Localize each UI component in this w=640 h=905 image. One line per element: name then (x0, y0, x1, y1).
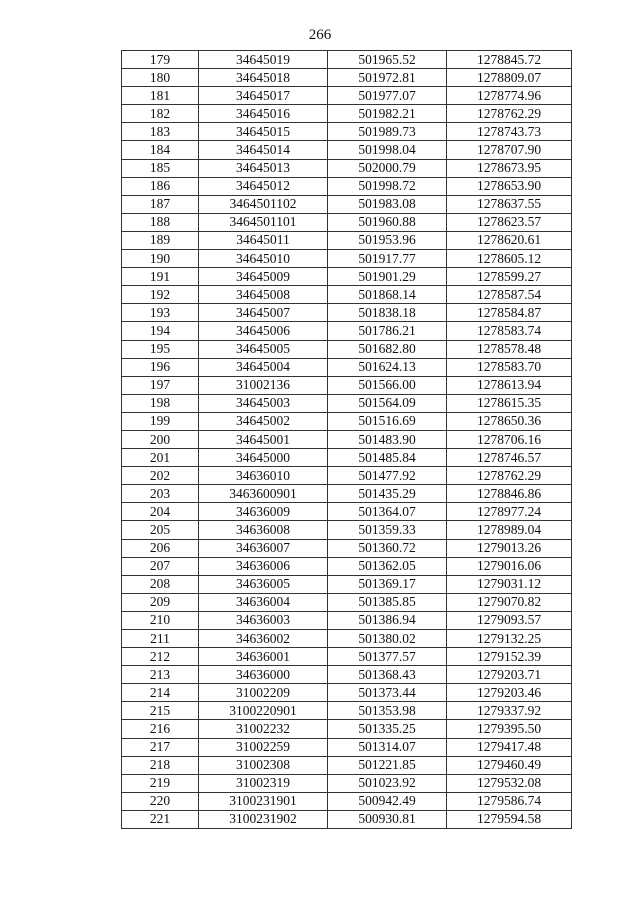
point-id-cell: 34645007 (199, 304, 328, 322)
x-coordinate-cell: 501483.90 (328, 430, 447, 448)
point-id-cell: 34645016 (199, 105, 328, 123)
point-number-cell: 193 (122, 304, 199, 322)
x-coordinate-cell: 501360.72 (328, 539, 447, 557)
x-coordinate-cell: 501435.29 (328, 485, 447, 503)
table-row (122, 250, 572, 268)
point-id-cell: 31002209 (199, 684, 328, 702)
point-id-cell: 34645006 (199, 322, 328, 340)
x-coordinate-cell: 501477.92 (328, 467, 447, 485)
table-row (122, 340, 572, 358)
x-coordinate-cell: 501960.88 (328, 213, 447, 231)
point-number-cell: 208 (122, 575, 199, 593)
y-coordinate-cell: 1278623.57 (447, 213, 572, 231)
coordinates-table (121, 50, 572, 829)
point-id-cell: 34645012 (199, 177, 328, 195)
point-number-cell: 219 (122, 774, 199, 792)
point-id-cell: 34645000 (199, 449, 328, 467)
point-id-cell: 34645008 (199, 286, 328, 304)
x-coordinate-cell: 501485.84 (328, 449, 447, 467)
table-row (122, 213, 572, 231)
point-id-cell: 34636005 (199, 575, 328, 593)
point-id-cell: 34636000 (199, 666, 328, 684)
table-row (122, 810, 572, 828)
y-coordinate-cell: 1279460.49 (447, 756, 572, 774)
x-coordinate-cell: 501965.52 (328, 51, 447, 69)
point-id-cell: 34645017 (199, 87, 328, 105)
table-row (122, 720, 572, 738)
point-number-cell: 220 (122, 792, 199, 810)
table-row (122, 557, 572, 575)
point-number-cell: 185 (122, 159, 199, 177)
table-row (122, 105, 572, 123)
table-row (122, 231, 572, 249)
y-coordinate-cell: 1278620.61 (447, 231, 572, 249)
point-id-cell: 31002259 (199, 738, 328, 756)
x-coordinate-cell: 501972.81 (328, 69, 447, 87)
x-coordinate-cell: 501359.33 (328, 521, 447, 539)
point-number-cell: 196 (122, 358, 199, 376)
table-row (122, 449, 572, 467)
x-coordinate-cell: 501023.92 (328, 774, 447, 792)
x-coordinate-cell: 501564.09 (328, 394, 447, 412)
point-number-cell: 200 (122, 430, 199, 448)
table-row (122, 648, 572, 666)
y-coordinate-cell: 1278746.57 (447, 449, 572, 467)
y-coordinate-cell: 1278989.04 (447, 521, 572, 539)
x-coordinate-cell: 500930.81 (328, 810, 447, 828)
y-coordinate-cell: 1278583.74 (447, 322, 572, 340)
table-row (122, 376, 572, 394)
coordinates-table-body (122, 51, 572, 829)
table-row (122, 322, 572, 340)
point-number-cell: 187 (122, 195, 199, 213)
table-row (122, 539, 572, 557)
point-id-cell: 34645003 (199, 394, 328, 412)
x-coordinate-cell: 501917.77 (328, 250, 447, 268)
table-row (122, 611, 572, 629)
table-row (122, 430, 572, 448)
point-id-cell: 34645011 (199, 231, 328, 249)
x-coordinate-cell: 502000.79 (328, 159, 447, 177)
table-row (122, 503, 572, 521)
y-coordinate-cell: 1278653.90 (447, 177, 572, 195)
point-id-cell: 31002232 (199, 720, 328, 738)
point-number-cell: 211 (122, 630, 199, 648)
point-id-cell: 34645019 (199, 51, 328, 69)
y-coordinate-cell: 1278584.87 (447, 304, 572, 322)
table-row (122, 123, 572, 141)
table-row (122, 666, 572, 684)
page-number: 266 (308, 27, 332, 43)
point-id-cell: 34636007 (199, 539, 328, 557)
point-id-cell: 31002308 (199, 756, 328, 774)
point-number-cell: 203 (122, 485, 199, 503)
x-coordinate-cell: 501368.43 (328, 666, 447, 684)
table-row (122, 575, 572, 593)
table-row (122, 358, 572, 376)
x-coordinate-cell: 501516.69 (328, 412, 447, 430)
table-row (122, 304, 572, 322)
x-coordinate-cell: 501868.14 (328, 286, 447, 304)
y-coordinate-cell: 1279586.74 (447, 792, 572, 810)
x-coordinate-cell: 501335.25 (328, 720, 447, 738)
table-row (122, 593, 572, 611)
point-id-cell: 3100220901 (199, 702, 328, 720)
x-coordinate-cell: 501377.57 (328, 648, 447, 666)
point-id-cell: 34645001 (199, 430, 328, 448)
table-row (122, 159, 572, 177)
y-coordinate-cell: 1278578.48 (447, 340, 572, 358)
y-coordinate-cell: 1279203.71 (447, 666, 572, 684)
point-number-cell: 204 (122, 503, 199, 521)
point-id-cell: 34645004 (199, 358, 328, 376)
x-coordinate-cell: 501314.07 (328, 738, 447, 756)
point-id-cell: 34645005 (199, 340, 328, 358)
y-coordinate-cell: 1279016.06 (447, 557, 572, 575)
table-row (122, 467, 572, 485)
point-number-cell: 214 (122, 684, 199, 702)
x-coordinate-cell: 501380.02 (328, 630, 447, 648)
point-id-cell: 34636002 (199, 630, 328, 648)
x-coordinate-cell: 501786.21 (328, 322, 447, 340)
table-row (122, 684, 572, 702)
x-coordinate-cell: 501901.29 (328, 268, 447, 286)
table-row (122, 630, 572, 648)
point-number-cell: 209 (122, 593, 199, 611)
point-number-cell: 217 (122, 738, 199, 756)
table-row (122, 286, 572, 304)
table-row (122, 756, 572, 774)
point-number-cell: 206 (122, 539, 199, 557)
x-coordinate-cell: 501386.94 (328, 611, 447, 629)
y-coordinate-cell: 1278977.24 (447, 503, 572, 521)
x-coordinate-cell: 501982.21 (328, 105, 447, 123)
x-coordinate-cell: 501998.04 (328, 141, 447, 159)
y-coordinate-cell: 1279395.50 (447, 720, 572, 738)
point-number-cell: 186 (122, 177, 199, 195)
point-id-cell: 3464501102 (199, 195, 328, 213)
point-id-cell: 3100231902 (199, 810, 328, 828)
point-number-cell: 194 (122, 322, 199, 340)
point-id-cell: 34636008 (199, 521, 328, 539)
table-row (122, 141, 572, 159)
point-id-cell: 34645010 (199, 250, 328, 268)
y-coordinate-cell: 1279031.12 (447, 575, 572, 593)
x-coordinate-cell: 501983.08 (328, 195, 447, 213)
point-number-cell: 205 (122, 521, 199, 539)
table-row (122, 69, 572, 87)
point-number-cell: 221 (122, 810, 199, 828)
y-coordinate-cell: 1278650.36 (447, 412, 572, 430)
point-id-cell: 31002136 (199, 376, 328, 394)
y-coordinate-cell: 1278587.54 (447, 286, 572, 304)
y-coordinate-cell: 1278583.70 (447, 358, 572, 376)
x-coordinate-cell: 501977.07 (328, 87, 447, 105)
y-coordinate-cell: 1278743.73 (447, 123, 572, 141)
x-coordinate-cell: 501364.07 (328, 503, 447, 521)
table-row (122, 394, 572, 412)
point-number-cell: 216 (122, 720, 199, 738)
y-coordinate-cell: 1278615.35 (447, 394, 572, 412)
x-coordinate-cell: 501369.17 (328, 575, 447, 593)
table-row (122, 485, 572, 503)
point-id-cell: 34645002 (199, 412, 328, 430)
table-row (122, 51, 572, 69)
table-row (122, 195, 572, 213)
y-coordinate-cell: 1279532.08 (447, 774, 572, 792)
point-id-cell: 34645018 (199, 69, 328, 87)
point-number-cell: 195 (122, 340, 199, 358)
point-number-cell: 188 (122, 213, 199, 231)
point-number-cell: 202 (122, 467, 199, 485)
point-id-cell: 34636004 (199, 593, 328, 611)
y-coordinate-cell: 1279152.39 (447, 648, 572, 666)
point-id-cell: 34636003 (199, 611, 328, 629)
table-row (122, 702, 572, 720)
point-number-cell: 199 (122, 412, 199, 430)
x-coordinate-cell: 501998.72 (328, 177, 447, 195)
y-coordinate-cell: 1278707.90 (447, 141, 572, 159)
table-row (122, 774, 572, 792)
y-coordinate-cell: 1278845.72 (447, 51, 572, 69)
table-row (122, 87, 572, 105)
table-row (122, 792, 572, 810)
point-number-cell: 190 (122, 250, 199, 268)
y-coordinate-cell: 1278774.96 (447, 87, 572, 105)
point-id-cell: 34636009 (199, 503, 328, 521)
x-coordinate-cell: 501838.18 (328, 304, 447, 322)
y-coordinate-cell: 1279013.26 (447, 539, 572, 557)
point-id-cell: 34636001 (199, 648, 328, 666)
x-coordinate-cell: 501221.85 (328, 756, 447, 774)
x-coordinate-cell: 501989.73 (328, 123, 447, 141)
y-coordinate-cell: 1278673.95 (447, 159, 572, 177)
point-number-cell: 183 (122, 123, 199, 141)
x-coordinate-cell: 500942.49 (328, 792, 447, 810)
point-number-cell: 182 (122, 105, 199, 123)
point-number-cell: 215 (122, 702, 199, 720)
y-coordinate-cell: 1279203.46 (447, 684, 572, 702)
x-coordinate-cell: 501373.44 (328, 684, 447, 702)
y-coordinate-cell: 1278637.55 (447, 195, 572, 213)
x-coordinate-cell: 501624.13 (328, 358, 447, 376)
point-number-cell: 201 (122, 449, 199, 467)
point-number-cell: 212 (122, 648, 199, 666)
y-coordinate-cell: 1279132.25 (447, 630, 572, 648)
y-coordinate-cell: 1279417.48 (447, 738, 572, 756)
y-coordinate-cell: 1279594.58 (447, 810, 572, 828)
point-id-cell: 3464501101 (199, 213, 328, 231)
x-coordinate-cell: 501953.96 (328, 231, 447, 249)
point-number-cell: 218 (122, 756, 199, 774)
point-number-cell: 210 (122, 611, 199, 629)
table-row (122, 177, 572, 195)
point-number-cell: 207 (122, 557, 199, 575)
y-coordinate-cell: 1278605.12 (447, 250, 572, 268)
point-number-cell: 197 (122, 376, 199, 394)
y-coordinate-cell: 1279093.57 (447, 611, 572, 629)
point-id-cell: 34645015 (199, 123, 328, 141)
point-number-cell: 181 (122, 87, 199, 105)
point-id-cell: 34636010 (199, 467, 328, 485)
y-coordinate-cell: 1278809.07 (447, 69, 572, 87)
y-coordinate-cell: 1279070.82 (447, 593, 572, 611)
table-row (122, 412, 572, 430)
point-number-cell: 184 (122, 141, 199, 159)
y-coordinate-cell: 1278706.16 (447, 430, 572, 448)
x-coordinate-cell: 501362.05 (328, 557, 447, 575)
point-number-cell: 180 (122, 69, 199, 87)
point-id-cell: 3100231901 (199, 792, 328, 810)
point-number-cell: 213 (122, 666, 199, 684)
point-id-cell: 34645009 (199, 268, 328, 286)
point-id-cell: 3463600901 (199, 485, 328, 503)
point-id-cell: 31002319 (199, 774, 328, 792)
table-row (122, 268, 572, 286)
point-id-cell: 34645014 (199, 141, 328, 159)
y-coordinate-cell: 1278762.29 (447, 105, 572, 123)
x-coordinate-cell: 501353.98 (328, 702, 447, 720)
table-row (122, 738, 572, 756)
point-number-cell: 179 (122, 51, 199, 69)
y-coordinate-cell: 1278599.27 (447, 268, 572, 286)
point-id-cell: 34636006 (199, 557, 328, 575)
y-coordinate-cell: 1278846.86 (447, 485, 572, 503)
x-coordinate-cell: 501385.85 (328, 593, 447, 611)
y-coordinate-cell: 1278613.94 (447, 376, 572, 394)
point-number-cell: 191 (122, 268, 199, 286)
point-number-cell: 198 (122, 394, 199, 412)
x-coordinate-cell: 501682.80 (328, 340, 447, 358)
table-row (122, 521, 572, 539)
y-coordinate-cell: 1279337.92 (447, 702, 572, 720)
point-number-cell: 192 (122, 286, 199, 304)
point-id-cell: 34645013 (199, 159, 328, 177)
y-coordinate-cell: 1278762.29 (447, 467, 572, 485)
point-number-cell: 189 (122, 231, 199, 249)
x-coordinate-cell: 501566.00 (328, 376, 447, 394)
